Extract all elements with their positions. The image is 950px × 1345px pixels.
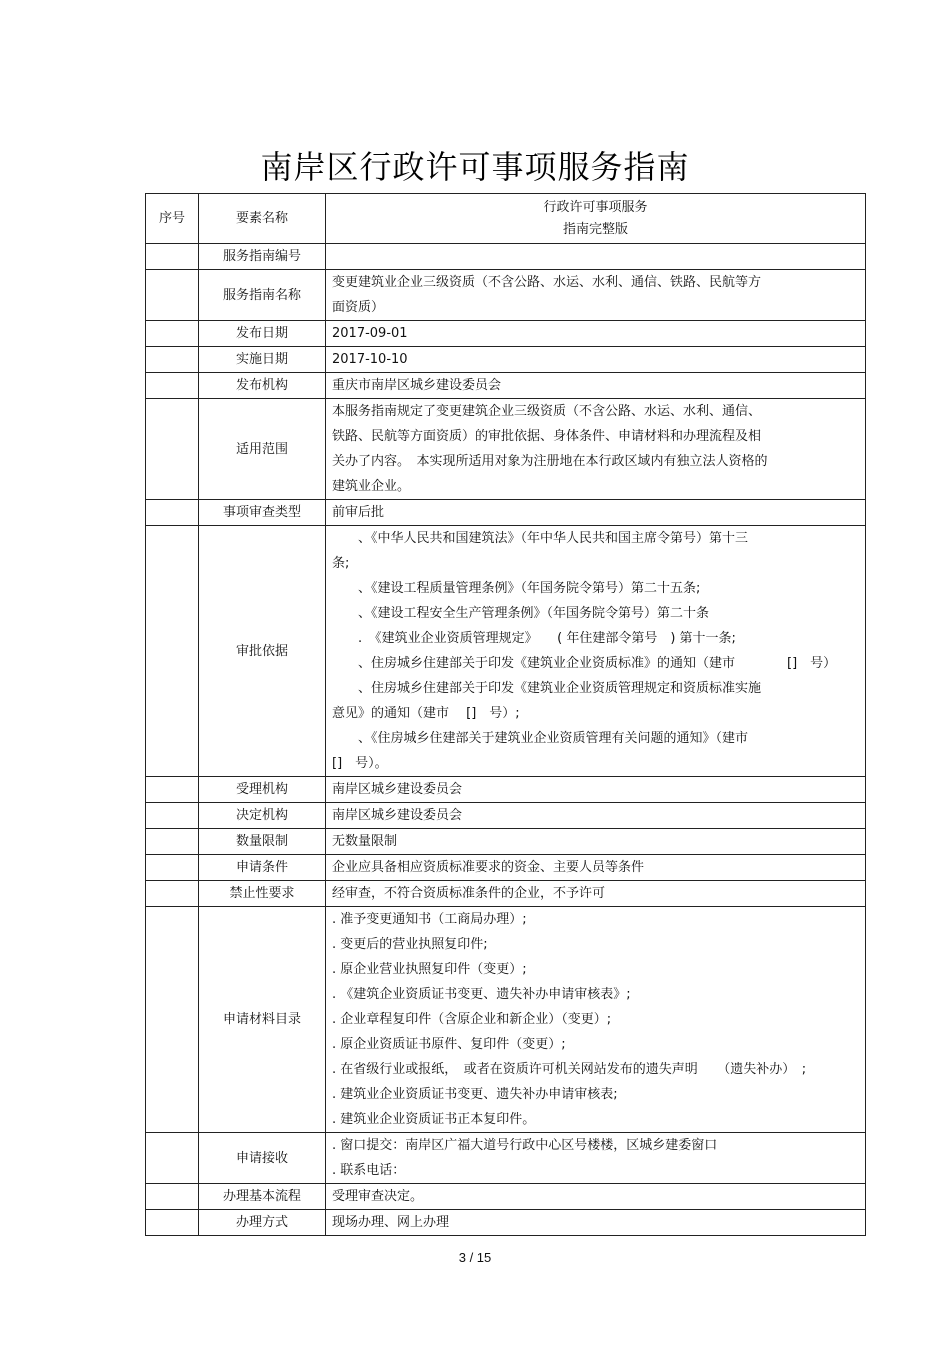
row-value-line: 前审后批: [332, 505, 385, 520]
row-value-line: [332, 244, 859, 269]
row-value-line: 南岸区城乡建设委员会: [332, 808, 463, 823]
row-element-value: [326, 500, 866, 526]
row-value-line: 、《中华人民共和国建筑法》（年中华人民共和国主席令第号）第十三: [332, 531, 749, 546]
row-element-value: [326, 270, 866, 321]
table-row: [146, 777, 866, 803]
row-seq: [146, 881, 199, 907]
row-element-value: [326, 829, 866, 855]
row-value-line: 受理审查决定。: [332, 1189, 424, 1204]
row-element-name: 实施日期: [199, 347, 326, 373]
row-element-value: [326, 1184, 866, 1210]
row-element-name: 受理机构: [199, 777, 326, 803]
row-value-line: 、《住房城乡住建部关于建筑业企业资质管理有关问题的通知》（建市: [332, 731, 749, 746]
service-guide-table: [145, 193, 866, 1236]
row-element-name: 禁止性要求: [199, 881, 326, 907]
row-value-line: 建筑业企业。: [332, 479, 411, 494]
row-seq: [146, 855, 199, 881]
table-row: [146, 855, 866, 881]
row-element-name: 办理基本流程: [199, 1184, 326, 1210]
row-value-line: . 原企业资质证书原件、复印件（变更）;: [332, 1037, 566, 1052]
row-seq: [146, 321, 199, 347]
table-row: [146, 321, 866, 347]
row-element-name: 发布机构: [199, 373, 326, 399]
row-value-line: . 在省级行业或报纸， 或者在资质许可机关网站发布的遗失声明 （遗失补办） ;: [332, 1062, 807, 1077]
row-value-line: 条;: [332, 556, 350, 571]
row-value-line: 南岸区城乡建设委员会: [332, 782, 463, 797]
header-value-line: 指南完整版: [562, 221, 628, 237]
row-value-line: . 建筑业企业资质证书变更、遗失补办申请审核表;: [332, 1087, 618, 1102]
row-value-line: 企业应具备相应资质标准要求的资金、主要人员等条件: [332, 860, 645, 875]
row-element-value: [326, 855, 866, 881]
row-value-line: . 《建筑业企业资质管理规定》 ( 年住建部令第号 ) 第十一条;: [332, 631, 736, 646]
row-value-line: . 原企业营业执照复印件（变更）;: [332, 962, 527, 977]
row-value-line: 铁路、民航等方面资质）的审批依据、身体条件、申请材料和办理流程及相: [332, 429, 762, 444]
row-value-line: 2017-10-10: [332, 352, 408, 367]
row-element-name: 决定机构: [199, 803, 326, 829]
row-value-line: 经审查，不符合资质标准条件的企业，不予许可: [332, 886, 606, 901]
row-element-name: 服务指南编号: [199, 244, 326, 270]
row-seq: [146, 829, 199, 855]
row-element-value: [326, 803, 866, 829]
row-element-value: [326, 1133, 866, 1184]
row-element-value: [326, 777, 866, 803]
row-seq: [146, 777, 199, 803]
row-value-line: 无数量限制: [332, 834, 398, 849]
row-seq: [146, 373, 199, 399]
table-row: [146, 244, 866, 270]
header-seq: 序号: [146, 194, 199, 244]
row-seq: [146, 500, 199, 526]
row-value-line: 2017-09-01: [332, 326, 408, 341]
table-row: [146, 829, 866, 855]
row-element-name: 服务指南名称: [199, 270, 326, 321]
table-row: [146, 270, 866, 321]
row-seq: [146, 270, 199, 321]
row-element-value: [326, 399, 866, 500]
row-value-line: 、《建设工程质量管理条例》（年国务院令第号）第二十五条;: [332, 581, 701, 596]
table-row: [146, 373, 866, 399]
row-element-value: [326, 881, 866, 907]
row-element-name: 申请条件: [199, 855, 326, 881]
row-value-line: 现场办理、网上办理: [332, 1215, 450, 1230]
row-element-value: [326, 1210, 866, 1236]
row-value-line: 、住房城乡住建部关于印发《建筑业企业资质标准》的通知（建市 [] 号）: [332, 656, 837, 671]
row-element-name: 审批依据: [199, 526, 326, 777]
row-element-value: [326, 321, 866, 347]
row-element-name: 申请接收: [199, 1133, 326, 1184]
row-value-line: . 建筑业企业资质证书正本复印件。: [332, 1112, 536, 1127]
row-value-line: 、住房城乡住建部关于印发《建筑业企业资质管理规定和资质标准实施: [332, 681, 762, 696]
row-element-value: [326, 526, 866, 777]
row-seq: [146, 244, 199, 270]
row-value-line: [] 号）。: [332, 756, 388, 771]
page-number: 3 / 15: [458, 1250, 492, 1265]
row-element-name: 办理方式: [199, 1210, 326, 1236]
row-seq: [146, 1133, 199, 1184]
table-row: [146, 803, 866, 829]
row-seq: [146, 803, 199, 829]
row-element-value: [326, 907, 866, 1133]
row-seq: [146, 907, 199, 1133]
row-value-line: 面资质）: [332, 300, 385, 315]
table-row: [146, 881, 866, 907]
table-header-row: [146, 194, 866, 244]
row-seq: [146, 1184, 199, 1210]
page-title: 南岸区行政许可事项服务指南: [260, 148, 690, 186]
row-element-name: 申请材料目录: [199, 907, 326, 1133]
header-value: [326, 194, 866, 244]
row-value-line: . 企业章程复印件（含原企业和新企业）（变更）;: [332, 1012, 612, 1027]
table-row: [146, 1210, 866, 1236]
table-row: [146, 1184, 866, 1210]
row-seq: [146, 1210, 199, 1236]
row-value-line: 意见》的通知（建市 [] 号）;: [332, 706, 520, 721]
row-value-line: . 准予变更通知书（工商局办理）;: [332, 912, 527, 927]
table-row: [146, 347, 866, 373]
row-value-line: . 变更后的营业执照复印件;: [332, 937, 488, 952]
header-name: 要素名称: [199, 194, 326, 244]
row-value-line: . 窗口提交：南岸区广福大道号行政中心区号楼楼，区城乡建委窗口: [332, 1138, 718, 1153]
row-value-line: . 联系电话：: [332, 1163, 406, 1178]
row-seq: [146, 347, 199, 373]
row-value-line: 关办了内容。 本实现所适用对象为注册地在本行政区域内有独立法人资格的: [332, 454, 768, 469]
header-value-line: 行政许可事项服务: [543, 199, 648, 215]
row-element-name: 发布日期: [199, 321, 326, 347]
row-seq: [146, 399, 199, 500]
row-element-name: 数量限制: [199, 829, 326, 855]
row-element-value: [326, 347, 866, 373]
row-value-line: . 《建筑企业资质证书变更、遗失补办申请审核表》;: [332, 987, 631, 1002]
table-row: [146, 907, 866, 1133]
table-row: [146, 399, 866, 500]
row-value-line: 、《建设工程安全生产管理条例》（年国务院令第号）第二十条: [332, 606, 710, 621]
row-value-line: 重庆市南岸区城乡建设委员会: [332, 378, 502, 393]
row-element-name: 适用范围: [199, 399, 326, 500]
table-row: [146, 1133, 866, 1184]
row-element-name: 事项审查类型: [199, 500, 326, 526]
row-element-value: [326, 244, 866, 270]
row-value-line: 本服务指南规定了变更建筑企业三级资质（不含公路、水运、水利、通信、: [332, 404, 762, 419]
row-value-line: 变更建筑业企业三级资质（不含公路、水运、水利、通信、铁路、民航等方: [332, 275, 762, 290]
row-seq: [146, 526, 199, 777]
row-element-value: [326, 373, 866, 399]
table-row: [146, 500, 866, 526]
table-row: [146, 526, 866, 777]
